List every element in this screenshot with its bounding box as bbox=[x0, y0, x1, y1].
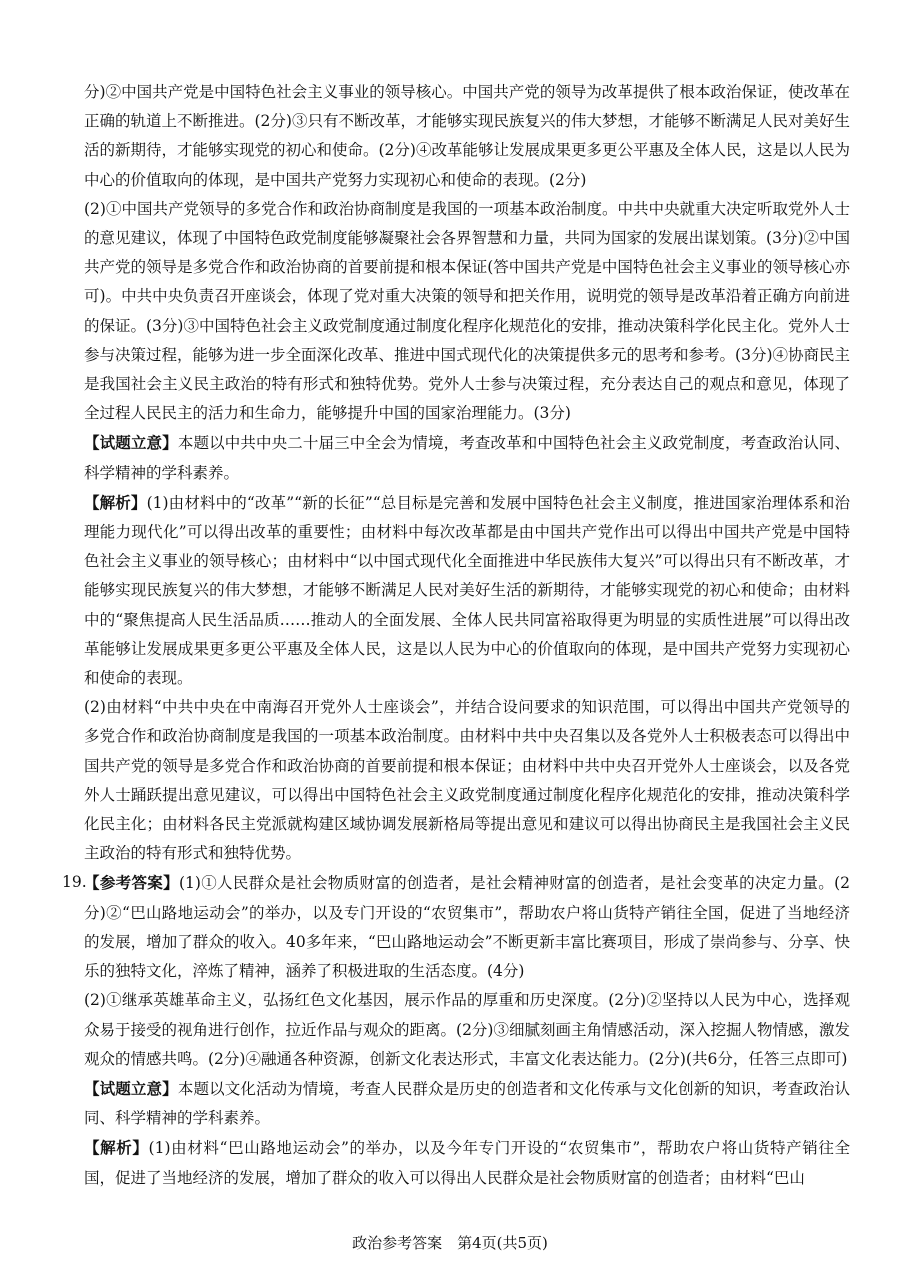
q19-intent bbox=[84, 1074, 850, 1133]
q19-answer-2: (2)①继承英雄革命主义，弘扬红色文化基因，展示作品的厚重和历史深度。(2分)②坚持以人民为中心，选择观众易于接受的视角进行创作，拉近作品与观众的距离。(2分)③细腻刻画主角情感活动，深入挖掘人物情感，激发观众的情感共鸣。(2分)④融通各种资源，创新文化表达形式，丰富文化表达能力。(2分)(共6分，任答三点即可) bbox=[84, 991, 850, 1068]
answer-label: 【参考答案】 bbox=[84, 873, 179, 893]
intent-text: 本题以中共中央二十届三中全会为情境，考查改革和中国特色社会主义政党制度，考查政治认同、科学精神的学科素养。 bbox=[84, 434, 850, 482]
intent-text: 本题以文化活动为情境，考查人民群众是历史的创造者和文化传承与文化创新的知识，考查政治认同、科学精神的学科素养。 bbox=[84, 1079, 850, 1128]
page-footer: 政治参考答案 第4页(共5页) bbox=[352, 1234, 548, 1252]
question-number: 19. bbox=[62, 873, 87, 892]
q19-answer-1 bbox=[62, 868, 850, 986]
analysis-label: 【解析】 bbox=[84, 1138, 149, 1158]
analysis-text: (1)由材料中的“改革”“新的长征”“总目标是完善和发展中国特色社会主义制度，推进国家治理体系和治理能力现代化”可以得出改革的重要性；由材料中每次改革都是由中国共产党作出可以得出中国共产党是中国特色社会主义事业的领导核心；由材料中“以中国式现代化全面推进中华民族伟大复兴”可以得出只有不断改革，才能够实现民族复兴的伟大梦想，才能够不断满足人民对美好生活的新期待，才能够实现党的初心和使命；由材料中的“聚焦提高人民生活品质……推动人的全面发展、全体人民共同富裕取得更为明显的实质性进展”可以得出改革能够让发展成果更多更公平惠及全体人民，这是以人民为中心的价值取向的体现，是中国共产党努力实现初心和使命的表现。 bbox=[84, 493, 850, 688]
intent-label: 【试题立意】 bbox=[84, 433, 178, 453]
q19-analysis bbox=[84, 1133, 850, 1192]
answer-q18-1-continued: 分)②中国共产党是中国特色社会主义事业的领导核心。中国共产党的领导为改革提供了根本政治保证，使改革在正确的轨道上不断推进。(2分)③只有不断改革，才能够实现民族复兴的伟大梦想，才能够不断满足人民对美好生活的新期待，才能够实现党的初心和使命。(2分)④改革能够让发展成果更多更公平惠及全体人民，这是以人民为中心的价值取向的体现，是中国共产党努力实现初心和使命的表现。(2分) bbox=[84, 83, 850, 189]
intent-label: 【试题立意】 bbox=[84, 1078, 178, 1098]
q18-analysis-2: (2)由材料“中共中央在中南海召开党外人士座谈会”，并结合设问要求的知识范围，可以得出中国共产党领导的多党合作和政治协商制度是我国的一项基本政治制度。由材料中共中央召集以及各党外人士积极表态可以得出中国共产党的领导是多党合作和政治协商的首要前提和根本保证；由材料中共中央召开党外人士座谈会，以及各党外人士踊跃提出意见建议，可以得出中国特色社会主义政党制度通过制度化程序化规范化的安排，推动决策科学化民主化；由材料各民主党派就构建区域协调发展新格局等提出意见和建议可以得出协商民主是我国社会主义民主政治的特有形式和独特优势。 bbox=[84, 698, 850, 863]
q18-intent bbox=[84, 428, 850, 487]
analysis-text: (1)由材料“巴山路地运动会”的举办，以及今年专门开设的“农贸集市”，帮助农户将山货特产销往全国，促进了当地经济的发展，增加了群众的收入可以得出人民群众是社会物质财富的创造者；由材料“巴山 bbox=[84, 1139, 850, 1187]
answer-text: (1)①人民群众是社会物质财富的创造者，是社会精神财富的创造者，是社会变革的决定力量。(2分)②“巴山路地运动会”的举办，以及专门开设的“农贸集市”，帮助农户将山货特产销往全国，促进了当地经济的发展，增加了群众的收入。40多年来，“巴山路地运动会”不断更新丰富比赛项目，形成了崇尚参与、分享、快乐的独特文化，淬炼了精神，涵养了积极进取的生活态度。(4分) bbox=[84, 874, 850, 981]
analysis-label: 【解析】 bbox=[84, 492, 147, 512]
q18-analysis-1 bbox=[84, 488, 850, 693]
answer-q18-2: (2)①中国共产党领导的多党合作和政治协商制度是我国的一项基本政治制度。中共中央就重大决定听取党外人士的意见建议，体现了中国特色政党制度能够凝聚社会各界智慧和力量，共同为国家的发展出谋划策。(3分)②中国共产党的领导是多党合作和政治协商的首要前提和根本保证(答中国共产党是中国特色社会主义事业的领导核心亦可)。中共中央负责召开座谈会，体现了党对重大决策的领导和把关作用，说明党的领导是改革沿着正确方向前进的保证。(3分)③中国特色社会主义政党制度通过制度化程序化规范化的安排，推动决策科学化民主化。党外人士参与决策过程，能够为进一步全面深化改革、推进中国式现代化的决策提供多元的思考和参考。(3分)④协商民主是我国社会主义民主政治的特有形式和独特优势。党外人士参与决策过程，充分表达自己的观点和意见，体现了全过程人民民主的活力和生命力，能够提升中国的国家治理能力。(3分) bbox=[84, 199, 850, 423]
